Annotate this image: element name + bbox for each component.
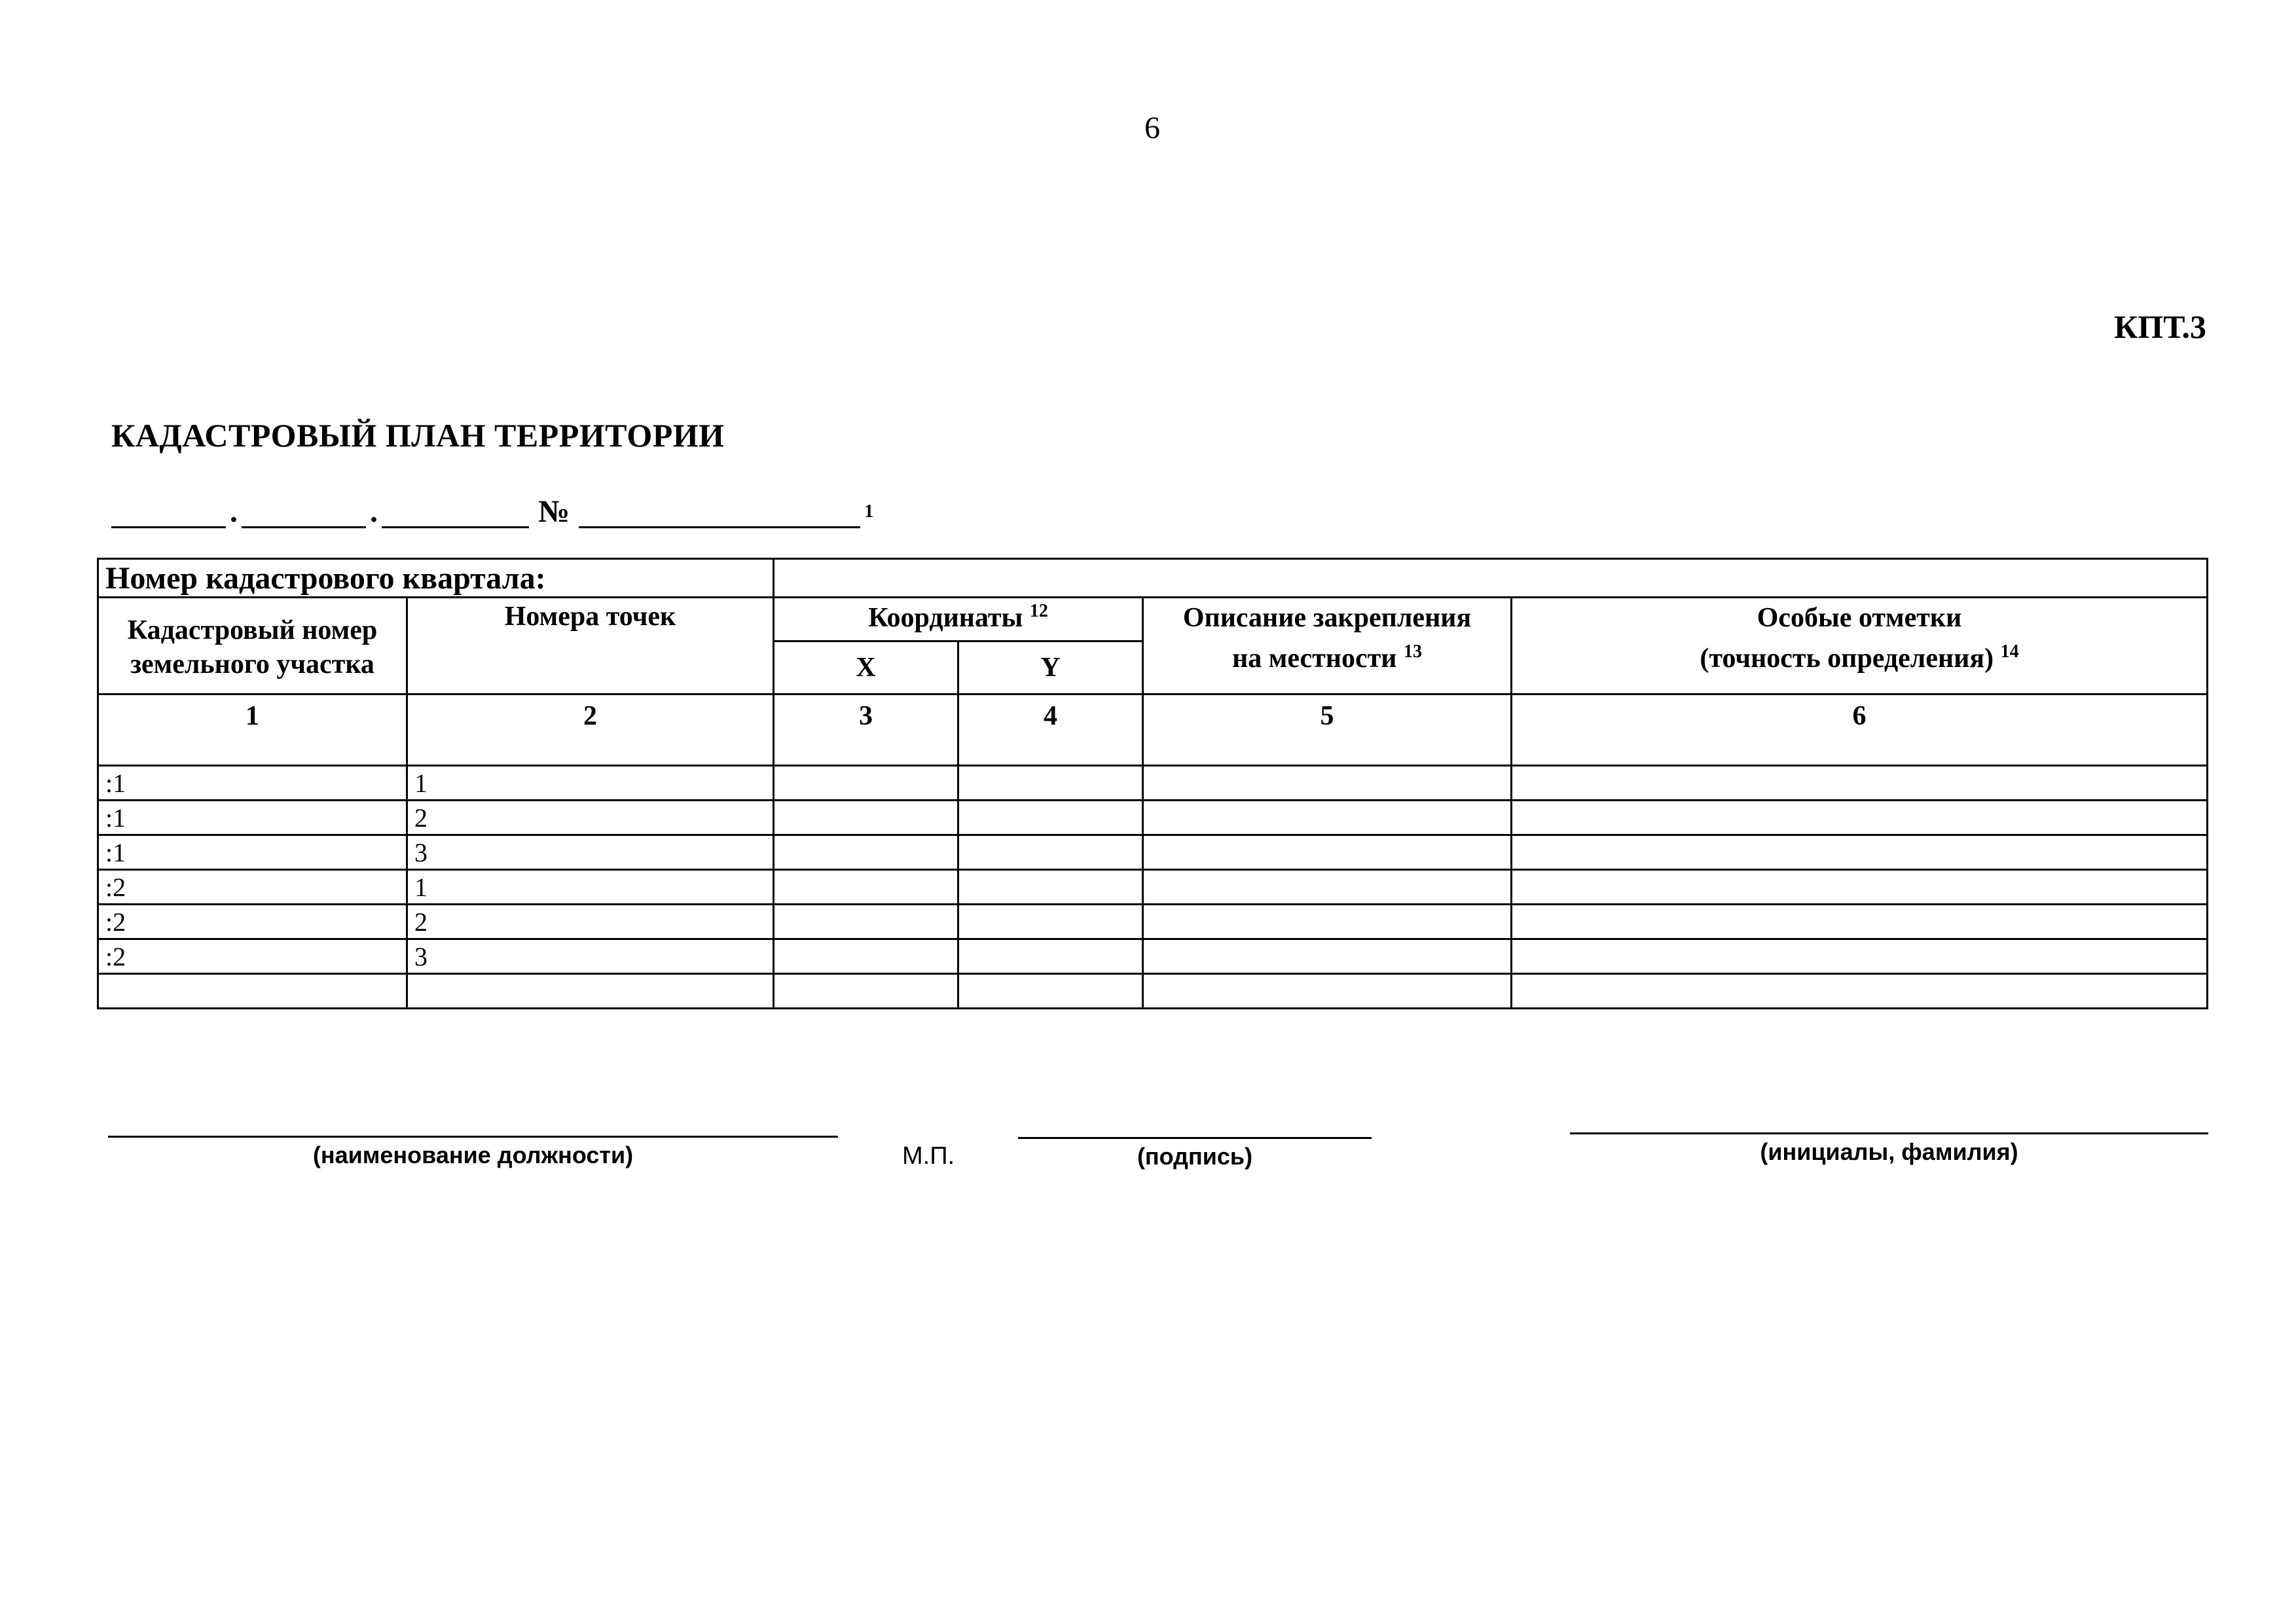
header-fixing-line2-wrap	[1150, 635, 1504, 676]
header-cadastral-number	[98, 598, 407, 695]
header-notes-line2-wrap	[1519, 635, 2200, 676]
header-cadastral-line1: Кадастровый номер	[127, 615, 378, 645]
cadastral-number-cell[interactable]: :2	[98, 870, 407, 905]
quarter-label: Номер кадастрового квартала:	[98, 559, 774, 598]
day-blank[interactable]	[111, 494, 226, 528]
header-coordinates	[774, 598, 1143, 641]
special-notes-cell[interactable]	[1512, 801, 2208, 835]
table-row	[98, 870, 2208, 905]
date-number-line	[111, 492, 877, 532]
cadastral-number-cell[interactable]: :2	[98, 939, 407, 974]
x-cell[interactable]	[774, 939, 958, 974]
date-dot-1: .	[230, 494, 238, 529]
fixing-description-cell[interactable]	[1143, 835, 1512, 870]
point-number-cell[interactable]: 3	[407, 939, 774, 974]
signature-line[interactable]	[1018, 1137, 1372, 1139]
x-cell[interactable]	[774, 766, 958, 801]
fixing-description-cell[interactable]	[1143, 801, 1512, 835]
y-cell[interactable]	[958, 870, 1143, 905]
y-cell[interactable]	[958, 939, 1143, 974]
document-title: КАДАСТРОВЫЙ ПЛАН ТЕРРИТОРИИ	[111, 417, 725, 454]
x-cell[interactable]	[774, 835, 958, 870]
special-notes-cell[interactable]	[1512, 835, 2208, 870]
quarter-value[interactable]	[774, 559, 2208, 598]
fixing-description-cell[interactable]	[1143, 870, 1512, 905]
document-number-blank[interactable]	[579, 494, 860, 528]
header-x: X	[774, 641, 958, 695]
cadastral-number-cell[interactable]: :2	[98, 905, 407, 939]
special-notes-cell[interactable]	[1512, 974, 2208, 1009]
name-signature-line[interactable]	[1570, 1132, 2208, 1134]
table-row	[98, 801, 2208, 835]
header-y: Y	[958, 641, 1143, 695]
header-notes-line1: Особые отметки	[1757, 603, 1962, 633]
header-special-notes	[1512, 598, 2208, 695]
footnote-14: 14	[2000, 641, 2019, 662]
month-blank[interactable]	[242, 494, 366, 528]
table-row	[98, 974, 2208, 1009]
signature-label: (подпись)	[1137, 1143, 1253, 1170]
table-row	[98, 905, 2208, 939]
fixing-description-cell[interactable]	[1143, 939, 1512, 974]
fixing-description-cell[interactable]	[1143, 766, 1512, 801]
x-cell[interactable]	[774, 974, 958, 1009]
footnote-13: 13	[1403, 641, 1422, 662]
header-coordinates-label: Координаты	[868, 603, 1023, 633]
header-point-numbers: Номера точек	[407, 598, 774, 695]
cadastral-points-table	[97, 558, 2208, 1009]
table-row	[98, 939, 2208, 974]
page-number: 6	[1144, 111, 1160, 145]
footnote-12: 12	[1029, 601, 1048, 621]
special-notes-cell[interactable]	[1512, 870, 2208, 905]
y-cell[interactable]	[958, 766, 1143, 801]
special-notes-cell[interactable]	[1512, 766, 2208, 801]
point-number-cell[interactable]: 3	[407, 835, 774, 870]
x-cell[interactable]	[774, 801, 958, 835]
cadastral-number-cell[interactable]: :1	[98, 801, 407, 835]
column-number: 1	[98, 695, 407, 766]
stamp-placeholder: М.П.	[902, 1142, 955, 1170]
special-notes-cell[interactable]	[1512, 939, 2208, 974]
point-number-cell[interactable]: 1	[407, 766, 774, 801]
point-number-cell[interactable]: 2	[407, 801, 774, 835]
point-number-cell[interactable]	[407, 974, 774, 1009]
header-fixing-line2: на местности	[1232, 643, 1397, 674]
fixing-description-cell[interactable]	[1143, 905, 1512, 939]
x-cell[interactable]	[774, 905, 958, 939]
header-fixing-line1: Описание закрепления	[1182, 603, 1472, 633]
column-number-row	[98, 695, 2208, 766]
y-cell[interactable]	[958, 835, 1143, 870]
point-number-cell[interactable]: 2	[407, 905, 774, 939]
cadastral-number-cell[interactable]: :1	[98, 766, 407, 801]
column-number: 2	[407, 695, 774, 766]
year-blank[interactable]	[382, 494, 529, 528]
header-notes-line2: (точность определения)	[1700, 643, 1994, 674]
name-label: (инициалы, фамилия)	[1760, 1138, 2018, 1165]
header-cadastral-line2: земельного участка	[130, 649, 374, 679]
column-number: 6	[1512, 695, 2208, 766]
x-cell[interactable]	[774, 870, 958, 905]
point-number-cell[interactable]: 1	[407, 870, 774, 905]
position-label: (наименование должности)	[312, 1142, 634, 1168]
special-notes-cell[interactable]	[1512, 905, 2208, 939]
fixing-description-cell[interactable]	[1143, 974, 1512, 1009]
y-cell[interactable]	[958, 905, 1143, 939]
date-dot-2: .	[370, 494, 378, 529]
footnote-1: 1	[864, 501, 874, 522]
column-number: 4	[958, 695, 1143, 766]
cadastral-number-cell[interactable]: :1	[98, 835, 407, 870]
table-row	[98, 835, 2208, 870]
number-sign: №	[538, 494, 570, 529]
table-row	[98, 766, 2208, 801]
position-signature-line[interactable]	[108, 1136, 838, 1138]
quarter-row	[98, 559, 2208, 598]
cadastral-number-cell[interactable]	[98, 974, 407, 1009]
column-number: 3	[774, 695, 958, 766]
y-cell[interactable]	[958, 974, 1143, 1009]
column-number: 5	[1143, 695, 1512, 766]
y-cell[interactable]	[958, 801, 1143, 835]
form-code: КПТ.3	[2114, 308, 2206, 345]
header-row	[98, 598, 2208, 641]
header-fixing-description	[1143, 598, 1512, 695]
